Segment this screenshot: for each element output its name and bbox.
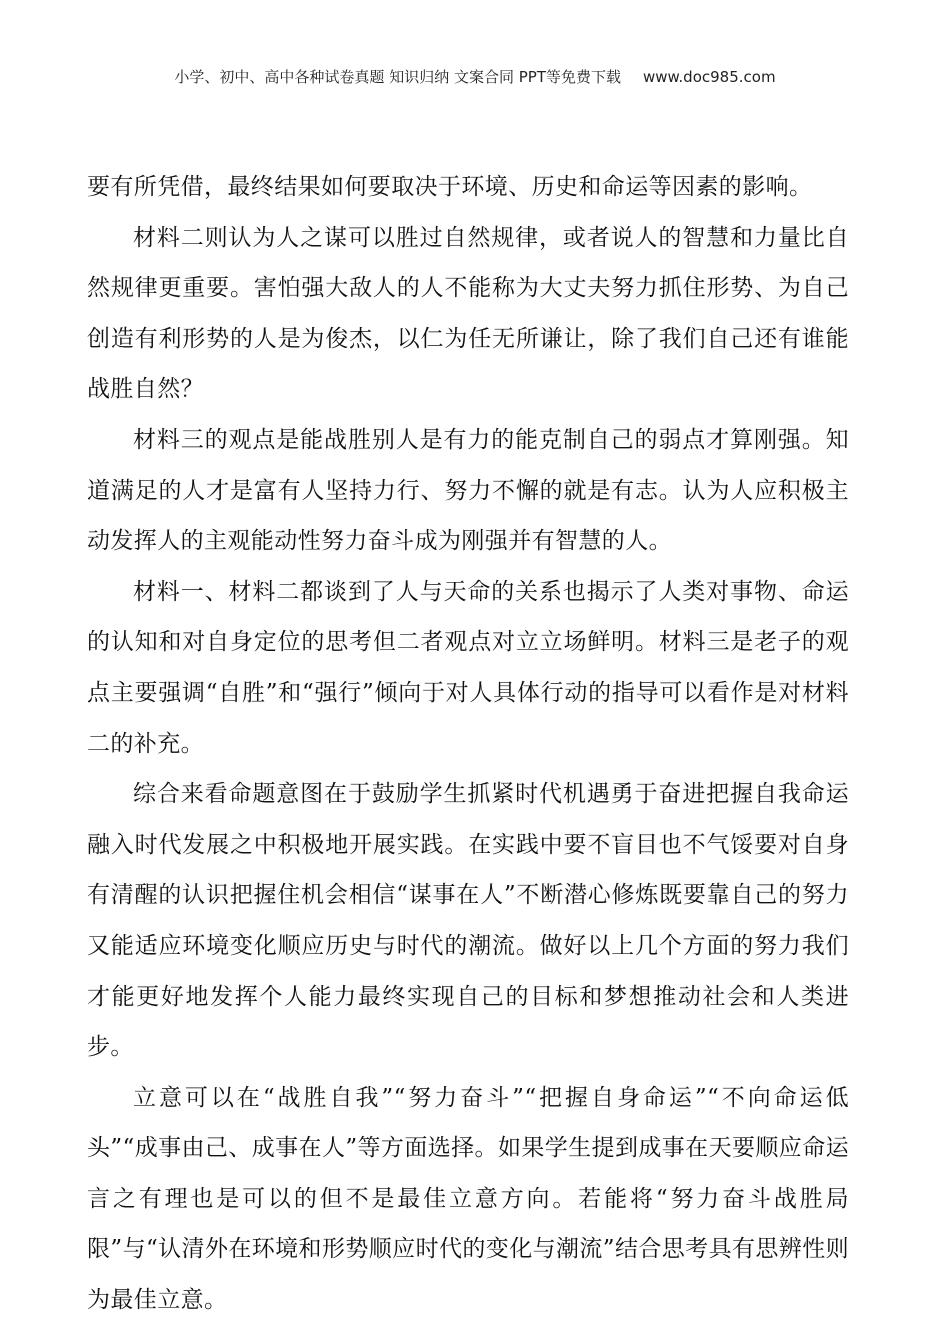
page-header [0, 66, 950, 87]
paragraph-comparison: 材料一、材料二都谈到了人与天命的关系也揭示了人类对事物、命运的认知和对自身定位的思考但二者观点对立立场鲜明。材料三是老子的观点主要强调“自胜”和“强行”倾向于对人具体行动的指导可以看作是对材料二的补充。 [87, 578, 849, 757]
paragraph-continuation: 要有所凭借，最终结果如何要取决于环境、历史和命运等因素的影响。 [87, 174, 813, 200]
header-site-link[interactable]: www.doc985.com [642, 68, 776, 86]
paragraph-intent: 综合来看命题意图在于鼓励学生抓紧时代机遇勇于奋进把握自我命运融入时代发展之中积极地开展实践。在实践中要不盲目也不气馁要对自身有清醒的认识把握住机会相信“谋事在人”不断潜心修炼既要靠自己的努力又能适应环境变化顺应历史与时代的潮流。做好以上几个方面的努力我们才能更好地发挥个人能力最终实现自己的目标和梦想推动社会和人类进步。 [87, 781, 849, 1061]
paragraph-theme-choice: 立意可以在“战胜自我”“努力奋斗”“把握自身命运”“不向命运低头”“成事由己、成事在人”等方面选择。如果学生提到成事在天要顺应命运言之有理也是可以的但不是最佳立意方向。若能将“努力奋斗战胜局限”与“认清外在环境和形势顺应时代的变化与潮流”结合思考具有思辨性则为最佳立意。 [87, 1084, 849, 1314]
paragraph-material-three: 材料三的观点是能战胜别人是有力的能克制自己的弱点才算刚强。知道满足的人才是富有人坚持力行、努力不懈的就是有志。认为人应积极主动发挥人的主观能动性努力奋斗成为刚强并有智慧的人。 [87, 426, 849, 555]
header-text: 小学、初中、高中各种试卷真题 知识归纳 文案合同 PPT等免费下载 [174, 68, 621, 86]
document-body [87, 162, 849, 1326]
paragraph-material-two: 材料二则认为人之谋可以胜过自然规律，或者说人的智慧和力量比自然规律更重要。害怕强大敌人的人不能称为大丈夫努力抓住形势、为自己创造有利形势的人是为俊杰，以仁为任无所谦让，除了我们自己还有谁能战胜自然？ [87, 224, 849, 403]
